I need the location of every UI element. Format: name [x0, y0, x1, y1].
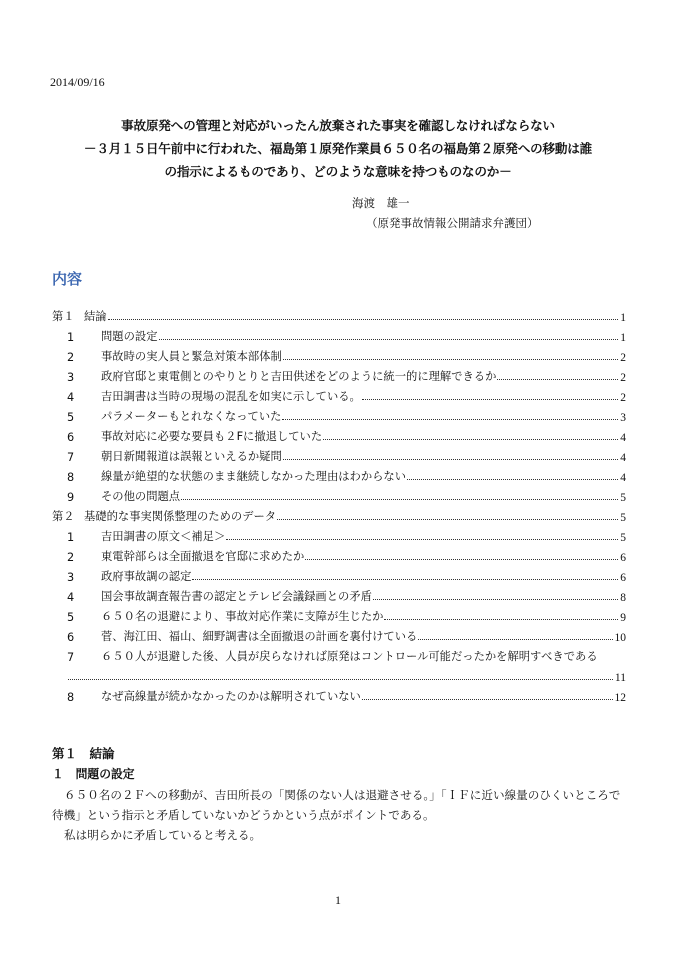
- toc-entry[interactable]: [52, 624, 626, 644]
- toc-leader-dots: [323, 439, 618, 440]
- toc-entry-page: 4: [620, 432, 626, 444]
- toc-entry-page: 1: [620, 332, 626, 344]
- toc-entry-label: 事故対応に必要な要員も２Fに撤退していた: [101, 430, 323, 443]
- toc-entry[interactable]: [52, 404, 626, 424]
- toc-leader-dots: [226, 539, 618, 540]
- toc-entry-page: 11: [614, 672, 626, 684]
- toc-entry[interactable]: [52, 564, 626, 584]
- toc-leader-dots: [407, 479, 618, 480]
- toc-leader-dots: [108, 319, 619, 320]
- toc-leader-dots: [277, 519, 618, 520]
- toc-entry-page: 5: [620, 512, 626, 524]
- toc-leader-dots: [497, 379, 618, 380]
- toc-leader-dots: [362, 399, 618, 400]
- toc-entry-label: 東電幹部らは全面撤退を官邸に求めたか: [101, 550, 305, 563]
- title-line-2: －３月１５日午前中に行われた、福島第１原発作業員６５０名の福島第２原発への移動は誰: [83, 141, 593, 156]
- toc-entry-page: 4: [620, 452, 626, 464]
- toc-entry-label: 菅、海江田、福山、細野調書は全面撤退の計画を裏付けている: [101, 630, 418, 643]
- toc-leader-dots: [159, 339, 619, 340]
- toc-leader-dots: [68, 679, 613, 680]
- body-text: [52, 785, 630, 845]
- toc-leader-dots: [283, 459, 618, 460]
- toc-entry-number: 第２: [52, 510, 75, 523]
- toc-entry-label: その他の問題点: [101, 490, 181, 503]
- toc-entry[interactable]: [52, 324, 626, 344]
- toc-entry-page: 3: [620, 412, 626, 424]
- toc-entry-label: 政府事故調の認定: [101, 570, 192, 583]
- toc-leader-dots: [283, 359, 618, 360]
- toc-entry-page: 1: [620, 312, 626, 324]
- toc-entry-page: 5: [620, 532, 626, 544]
- page-number: 1: [335, 893, 341, 907]
- toc-entry-label: 政府官邸と東電側とのやりとりと吉田供述をどのように統一的に理解できるか: [101, 370, 497, 383]
- toc-leader-dots: [362, 699, 613, 700]
- toc-entry-label: 国会事故調査報告書の認定とテレビ会議録画との矛盾: [101, 590, 372, 603]
- toc-entry-number: 2: [67, 551, 75, 564]
- toc-entry-number: 6: [67, 431, 75, 444]
- toc-entry-page: 2: [620, 392, 626, 404]
- toc-entry-page: 9: [620, 612, 626, 624]
- body-paragraph: 私は明らかに矛盾していると考える。: [64, 828, 262, 842]
- table-of-contents: [52, 304, 626, 704]
- toc-entry[interactable]: [52, 544, 626, 564]
- toc-leader-dots: [305, 559, 618, 560]
- toc-entry[interactable]: [52, 684, 626, 704]
- toc-entry-label: 事故時の実人員と緊急対策本部体制: [101, 350, 282, 363]
- toc-entry[interactable]: [52, 424, 626, 444]
- toc-entry-number: 3: [67, 371, 75, 384]
- document-title: [52, 114, 624, 183]
- toc-entry-label: 吉田調書は当時の現場の混乱を如実に示している。: [101, 390, 361, 403]
- toc-entry-label: パラメーターもとれなくなっていた: [101, 410, 282, 423]
- toc-entry-number: 9: [67, 491, 75, 504]
- author-name: 海渡 雄一: [352, 196, 410, 210]
- toc-entry[interactable]: [52, 444, 626, 464]
- title-line-3: の指示によるものであり、どのような意味を持つものなのか－: [164, 164, 512, 179]
- toc-entry-page: 6: [620, 552, 626, 564]
- toc-entry[interactable]: [52, 584, 626, 604]
- toc-entry[interactable]: [52, 364, 626, 384]
- toc-leader-dots: [181, 499, 618, 500]
- toc-entry-page: 2: [620, 372, 626, 384]
- toc-entry-number: 1: [67, 331, 75, 344]
- title-line-1: 事故原発への管理と対応がいったん放棄された事実を確認しなければならない: [121, 118, 555, 133]
- toc-leader-dots: [384, 619, 618, 620]
- toc-entry[interactable]: [52, 504, 626, 524]
- toc-entry-number: 第１: [52, 310, 75, 323]
- toc-entry-label: ６５０名の退避により、事故対応作業に支障が生じたか: [101, 610, 384, 623]
- toc-entry-number: 4: [67, 591, 75, 604]
- body-paragraph: ６５０名の２Ｆへの移動が、吉田所長の「関係のない人は退避させる。」「ＩＦに近い線量のひくいところで待機」という指示と矛盾していないかどうかという点がポイントである。: [52, 788, 621, 822]
- toc-leader-dots: [373, 599, 618, 600]
- toc-entry-number: 3: [67, 571, 75, 584]
- toc-entry-label: 結論: [84, 310, 107, 323]
- toc-entry-page: 4: [620, 472, 626, 484]
- toc-leader-dots: [192, 579, 618, 580]
- toc-entry-number: 5: [67, 411, 75, 424]
- toc-entry-number: 8: [67, 471, 75, 484]
- toc-entry[interactable]: [52, 304, 626, 324]
- toc-entry-label: 朝日新聞報道は誤報といえるか疑問: [101, 450, 282, 463]
- toc-entry-page: 12: [614, 692, 626, 704]
- toc-entry[interactable]: [52, 344, 626, 364]
- toc-entry-page: 8: [620, 592, 626, 604]
- toc-entry-label: 問題の設定: [101, 330, 158, 343]
- toc-entry-number: 4: [67, 391, 75, 404]
- toc-entry-number: 7: [67, 651, 75, 664]
- toc-leader-dots: [418, 639, 612, 640]
- toc-entry[interactable]: [52, 384, 626, 404]
- toc-entry[interactable]: [52, 524, 626, 544]
- toc-entry-page: 2: [620, 352, 626, 364]
- toc-entry-number: 7: [67, 451, 75, 464]
- toc-entry-page: 6: [620, 572, 626, 584]
- toc-entry-number: 2: [67, 351, 75, 364]
- toc-entry-label: ６５０人が退避した後、人員が戻らなければ原発はコントロール可能だったかを解明すべきである: [101, 650, 598, 663]
- toc-entry-number: 1: [67, 531, 75, 544]
- toc-entry-number: 6: [67, 631, 75, 644]
- toc-leader-dots: [282, 419, 618, 420]
- toc-entry[interactable]: [52, 604, 626, 624]
- toc-entry[interactable]: [52, 464, 626, 484]
- toc-entry-label: 吉田調書の原文＜補足＞: [101, 530, 226, 543]
- toc-heading: 内容: [52, 270, 83, 288]
- toc-entry-page: 10: [614, 632, 626, 644]
- section-heading: 第１ 結論: [52, 746, 115, 761]
- toc-entry-label: なぜ高線量が続かなかったのかは解明されていない: [101, 690, 361, 703]
- toc-entry[interactable]: [52, 644, 626, 664]
- toc-entry-number: 5: [67, 611, 75, 624]
- toc-entry-page: 5: [620, 492, 626, 504]
- toc-entry-label: 基礎的な事実関係整理のためのデータ: [84, 510, 277, 523]
- author-organization: （原発事故情報公開請求弁護団）: [366, 216, 539, 230]
- toc-entry-label: 線量が絶望的な状態のまま継続しなかった理由はわからない: [101, 470, 407, 483]
- toc-entry[interactable]: [52, 484, 626, 504]
- subsection-heading: １ 問題の設定: [52, 767, 135, 781]
- document-date: 2014/09/16: [50, 75, 105, 89]
- toc-entry-continuation[interactable]: [52, 664, 626, 684]
- toc-entry-number: 8: [67, 691, 75, 704]
